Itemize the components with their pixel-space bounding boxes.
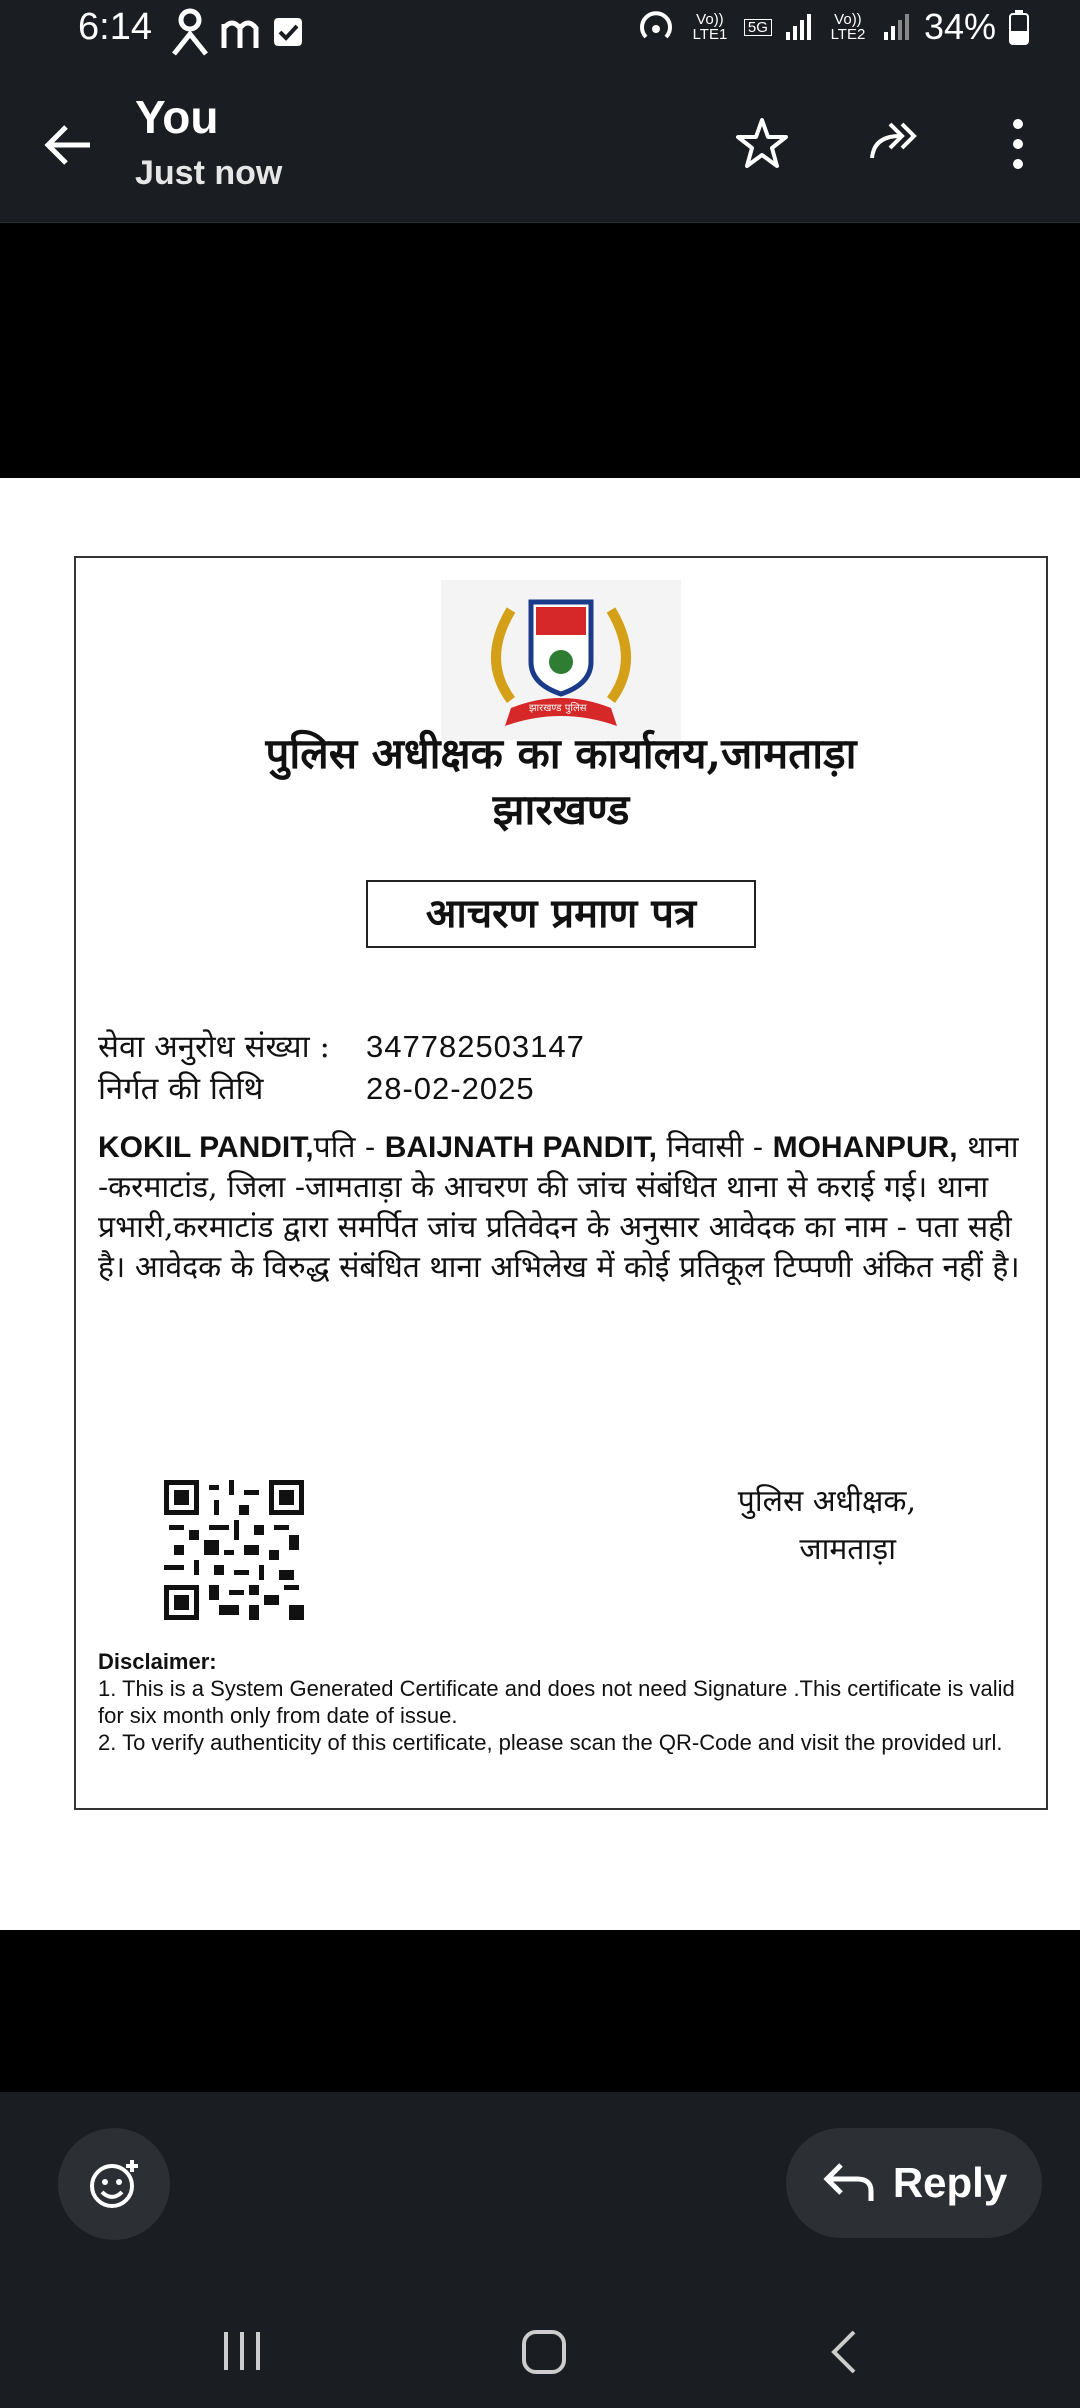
image-message[interactable] [0,478,1080,1930]
applicant-name: KOKIL PANDIT, [98,1131,314,1164]
battery-icon [1008,9,1030,45]
more-options-icon[interactable] [988,114,1048,174]
certificate-meta [98,1026,585,1110]
m-app-icon [220,12,262,52]
status-right [636,6,1030,48]
message-header [0,62,1080,223]
recent-apps-icon [218,2328,268,2374]
request-number-value: 347782503147 [366,1029,585,1064]
qr-code [164,1480,304,1620]
father-name: BAIJNATH PANDIT, [384,1131,657,1164]
disclaimer [98,1648,1028,1756]
issue-date-value: 28-02-2025 [366,1071,535,1106]
village-name: MOHANPUR, [772,1131,958,1164]
signatory-line-2: जामताड़ा [799,1532,896,1567]
home-button[interactable] [520,2328,568,2380]
office-line-1: पुलिस अधीक्षक का कार्यालय,जामताड़ा [265,729,857,778]
signatory-line-1: पुलिस अधीक्षक, [737,1484,916,1519]
emblem-banner-text: झारखण्ड पुलिस [529,703,587,714]
body-text: थाना -करमाटांड, जिला -जामताड़ा के आचरण की जांच संबंधित थाना से कराई गई। थाना प्रभारी,करमाटांड द्वारा समर्पित जांच प्रतिवेदन के अनुसार आवेदक का नाम - पता सही है। आवेदक के विरुद्ध संबंधित थाना अभिलेख में कोई प्रतिकूल टिप्पणी अंकित नहीं है। [98,1130,1020,1285]
certificate [74,556,1048,1810]
add-reaction-button[interactable] [58,2128,170,2240]
notification-icons [170,8,304,56]
police-emblem [441,580,681,740]
signatory [696,1478,916,1574]
person-icon [170,8,210,56]
forward-all-icon[interactable] [866,114,926,174]
bottom-bar [0,2092,1080,2408]
star-icon[interactable] [732,114,792,174]
battery-percent: 34% [923,6,996,47]
disclaimer-item-2: 2. To verify authenticity of this certificate, please scan the QR-Code and visit the provided url. [98,1730,1003,1755]
sender-name: You [135,91,219,143]
checkbox-icon [272,16,304,48]
certificate-title: आचरण प्रमाण पत्र [366,880,756,948]
relation-label: पति - [313,1130,385,1165]
nav-back-icon [826,2328,862,2376]
add-emoji-icon [86,2156,142,2212]
disclaimer-item-1: 1. This is a System Generated Certificate and does not need Signature .This certificate is valid for six month only from date of issue. [98,1676,1015,1728]
network-2-label: Vo)) LTE2 [830,11,866,43]
reply-arrow-icon [821,2161,875,2205]
nav-back-button[interactable] [826,2328,862,2380]
certificate-body [98,1128,1028,1288]
status-time: 6:14 [78,6,152,48]
office-line-2: झारखण्ड [492,785,630,834]
5g-label: 5G [744,19,772,36]
status-bar [0,0,1080,62]
resident-label: निवासी - [656,1130,773,1165]
home-icon [520,2328,568,2376]
request-number-label: सेवा अनुरोध संख्या : [98,1029,330,1065]
recent-apps-button[interactable] [218,2328,268,2378]
reply-label: Reply [892,2159,1008,2206]
issue-date-label: निर्गत की तिथि [98,1071,264,1107]
signal-2-icon [882,12,912,42]
signal-1-icon [784,12,814,42]
office-heading [76,726,1046,838]
back-arrow-icon[interactable] [40,117,96,173]
disclaimer-title: Disclaimer: [98,1649,217,1674]
hotspot-icon [636,7,676,47]
network-1-label: Vo)) LTE1 [692,11,728,43]
system-nav-bar [0,2292,1080,2408]
message-time: Just now [135,154,283,192]
reply-button[interactable] [786,2128,1042,2238]
